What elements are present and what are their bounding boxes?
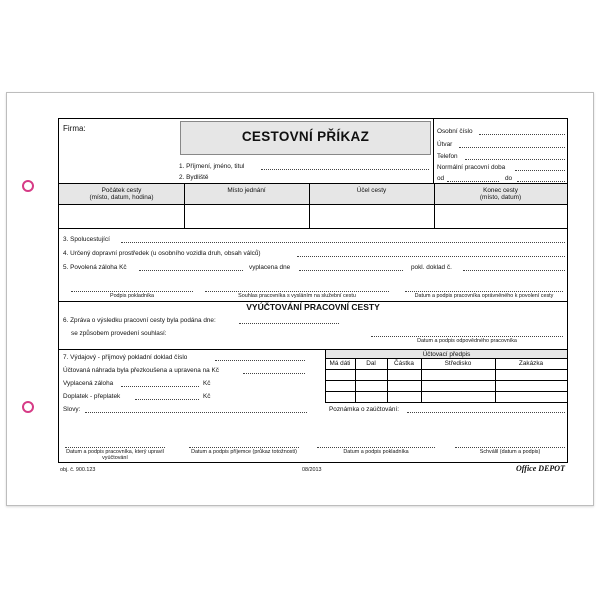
col-pocatek: Počátek cesty (místo, datum, hodina) xyxy=(89,187,154,201)
utvar-label[interactable]: Útvar xyxy=(437,141,453,148)
kc-label-1: Kč xyxy=(203,380,211,387)
name-line xyxy=(261,169,429,170)
zaloha-label[interactable]: 5. Povolená záloha Kč xyxy=(63,264,127,271)
spolucestujici-label[interactable]: 3. Spolucestující xyxy=(63,236,110,243)
sig-odpovedny: Datum a podpis odpovědného pracovníka xyxy=(417,338,517,344)
pokl-doklad-label[interactable]: pokl. doklad č. xyxy=(411,264,452,271)
doprava-label[interactable]: 4. Určený dopravní prostředek (u osobního vozidla druh, obsah válců) xyxy=(63,250,261,257)
col-misto-jednani: Místo jednání xyxy=(227,187,266,194)
address-label[interactable]: 2. Bydliště xyxy=(179,174,209,181)
doklad-label[interactable]: 7. Výdajový - příjmový pokladní doklad číslo xyxy=(63,354,188,361)
sig-upravil: Datum a podpis pracovníka, který upravil vyúčtování xyxy=(66,449,164,461)
office-depot-logo: Office DEPOT xyxy=(516,464,565,473)
zpusob-label[interactable]: se způsobem provedení souhlasí: xyxy=(71,330,167,337)
vyplacena-dne-label[interactable]: vyplacena dne xyxy=(249,264,291,271)
vyplacena-zaloha-label[interactable]: Vyplacená záloha xyxy=(63,380,114,387)
sig-pokladnik: Podpis pokladníka xyxy=(109,293,155,299)
normalni-doba-label[interactable]: Normální pracovní doba xyxy=(437,164,506,171)
osobni-cislo-label[interactable]: Osobní číslo xyxy=(437,128,473,135)
sig-schvalil: Schválil (datum a podpis) xyxy=(479,449,541,455)
col-ucel-cesty: Účel cesty xyxy=(356,187,387,194)
doplatek-label[interactable]: Doplatek - přeplatek xyxy=(63,393,121,400)
col-konec: Konec cesty (místo, datum) xyxy=(479,187,522,201)
acc-col-dal: Dal xyxy=(366,360,376,367)
acc-col-stredisko: Středisko xyxy=(444,360,472,367)
name-label[interactable]: 1. Příjmení, jméno, titul xyxy=(179,163,245,170)
travel-order-form xyxy=(58,118,568,463)
acc-col-zakazka: Zakázka xyxy=(518,360,544,367)
accounting-title: Účtovací předpis xyxy=(422,351,471,358)
sig-souhlas-pracovnika: Souhlas pracovníka s vysláním na služební cestu xyxy=(238,293,356,299)
form-title: CESTOVNÍ PŘÍKAZ xyxy=(241,129,370,144)
poznamka-label[interactable]: Poznámka o zaúčtování: xyxy=(329,406,399,413)
zprava-label[interactable]: 6. Zpráva o výsledku pracovní cesty byla podána dne: xyxy=(63,317,216,324)
punch-hole-top xyxy=(22,180,34,192)
acc-col-ma-dati: Má dáti xyxy=(329,360,351,367)
slovy-label[interactable]: Slovy: xyxy=(63,406,81,413)
punch-hole-bottom xyxy=(22,401,34,413)
section-vyuctovani-title: VYÚČTOVÁNÍ PRACOVNÍ CESTY xyxy=(246,302,380,312)
firma-label: Firma: xyxy=(63,124,86,133)
telefon-label[interactable]: Telefon xyxy=(437,153,458,160)
form-date: 08/2013 xyxy=(302,467,322,473)
sig-prijemce: Datum a podpis příjemce (průkaz totožnosti) xyxy=(191,449,297,455)
sig-opravneny: Datum a podpis pracovníka oprávněného k povolení cesty xyxy=(414,293,554,299)
order-number: obj. č. 900.123 xyxy=(60,467,96,473)
acc-col-castka: Částka xyxy=(394,360,414,367)
od-label[interactable]: od xyxy=(437,175,445,182)
do-label[interactable]: do xyxy=(505,175,513,182)
sig-pokladnik-2: Datum a podpis pokladníka xyxy=(343,449,409,455)
nahrada-label[interactable]: Účtovaná náhrada byla přezkoušena a upravena na Kč xyxy=(63,367,219,374)
kc-label-2: Kč xyxy=(203,393,211,400)
